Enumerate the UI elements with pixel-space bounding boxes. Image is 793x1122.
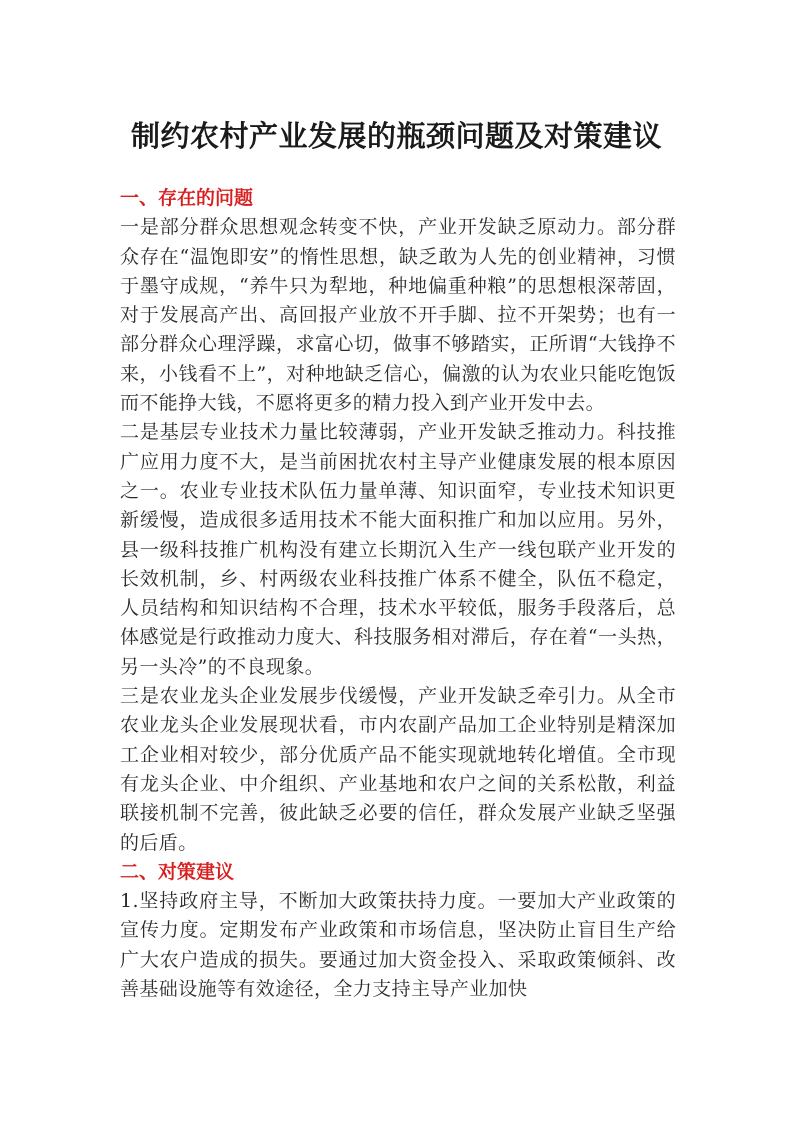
section-heading-suggestions: 二、对策建议 xyxy=(120,860,235,883)
section-suggestions xyxy=(120,858,676,1004)
paragraph-problem-1: 一是部分群众思想观念转变不快，产业开发缺乏原动力。部分群众存在“温饱即安”的惰性思想，缺乏敢为人先的创业精神，习惯于墨守成规，“养牛只为犁地，种地偏重种粮”的思想根深蒂固，对于发展高产出、高回报产业放不开手脚、拉不开架势；也有一部分群众心理浮躁，求富心切，做事不够踏实，正所谓“大钱挣不来，小钱看不上”，对种地缺乏信心，偏激的认为农业只能吃饱饭而不能挣大钱，不愿将更多的精力投入到产业开发中去。 xyxy=(120,216,676,415)
document-body xyxy=(120,184,676,1004)
paragraph-problem-3: 三是农业龙头企业发展步伐缓慢，产业开发缺乏牵引力。从全市农业龙头企业发展现状看，市内农副产品加工企业特别是精深加工企业相对较少，部分优质产品不能实现就地转化增值。全市现有龙头企业、中介组织、产业基地和农户之间的关系松散，利益联接机制不完善，彼此缺乏必要的信任，群众发展产业缺乏坚强的后盾。 xyxy=(120,685,676,854)
paragraph-problem-2: 二是基层专业技术力量比较薄弱，产业开发缺乏推动力。科技推广应用力度不大，是当前困扰农村主导产业健康发展的根本原因之一。农业专业技术队伍力量单薄、知识面窄，专业技术知识更新缓慢，造成很多适用技术不能大面积推广和加以应用。另外，县一级科技推广机构没有建立长期沉入生产一线包联产业开发的长效机制，乡、村两级农业科技推广体系不健全，队伍不稳定，人员结构和知识结构不合理，技术水平较低，服务手段落后，总体感觉是行政推动力度大、科技服务相对滞后，存在着“一头热，另一头冷”的不良现象。 xyxy=(120,421,676,678)
section-heading-problems: 一、存在的问题 xyxy=(120,187,254,209)
section-problems xyxy=(120,184,676,858)
document-title: 制约农村产业发展的瓶颈问题及对策建议 xyxy=(130,119,662,153)
paragraph-suggestion-1: 1.坚持政府主导，不断加大政策扶持力度。一要加大产业政策的宣传力度。定期发布产业政策和市场信息，坚决防止盲目生产给广大农户造成的损失。要通过加大资金投入、采取政策倾斜、改善基础设施等有效途径，全力支持主导产业加快 xyxy=(120,890,676,1001)
